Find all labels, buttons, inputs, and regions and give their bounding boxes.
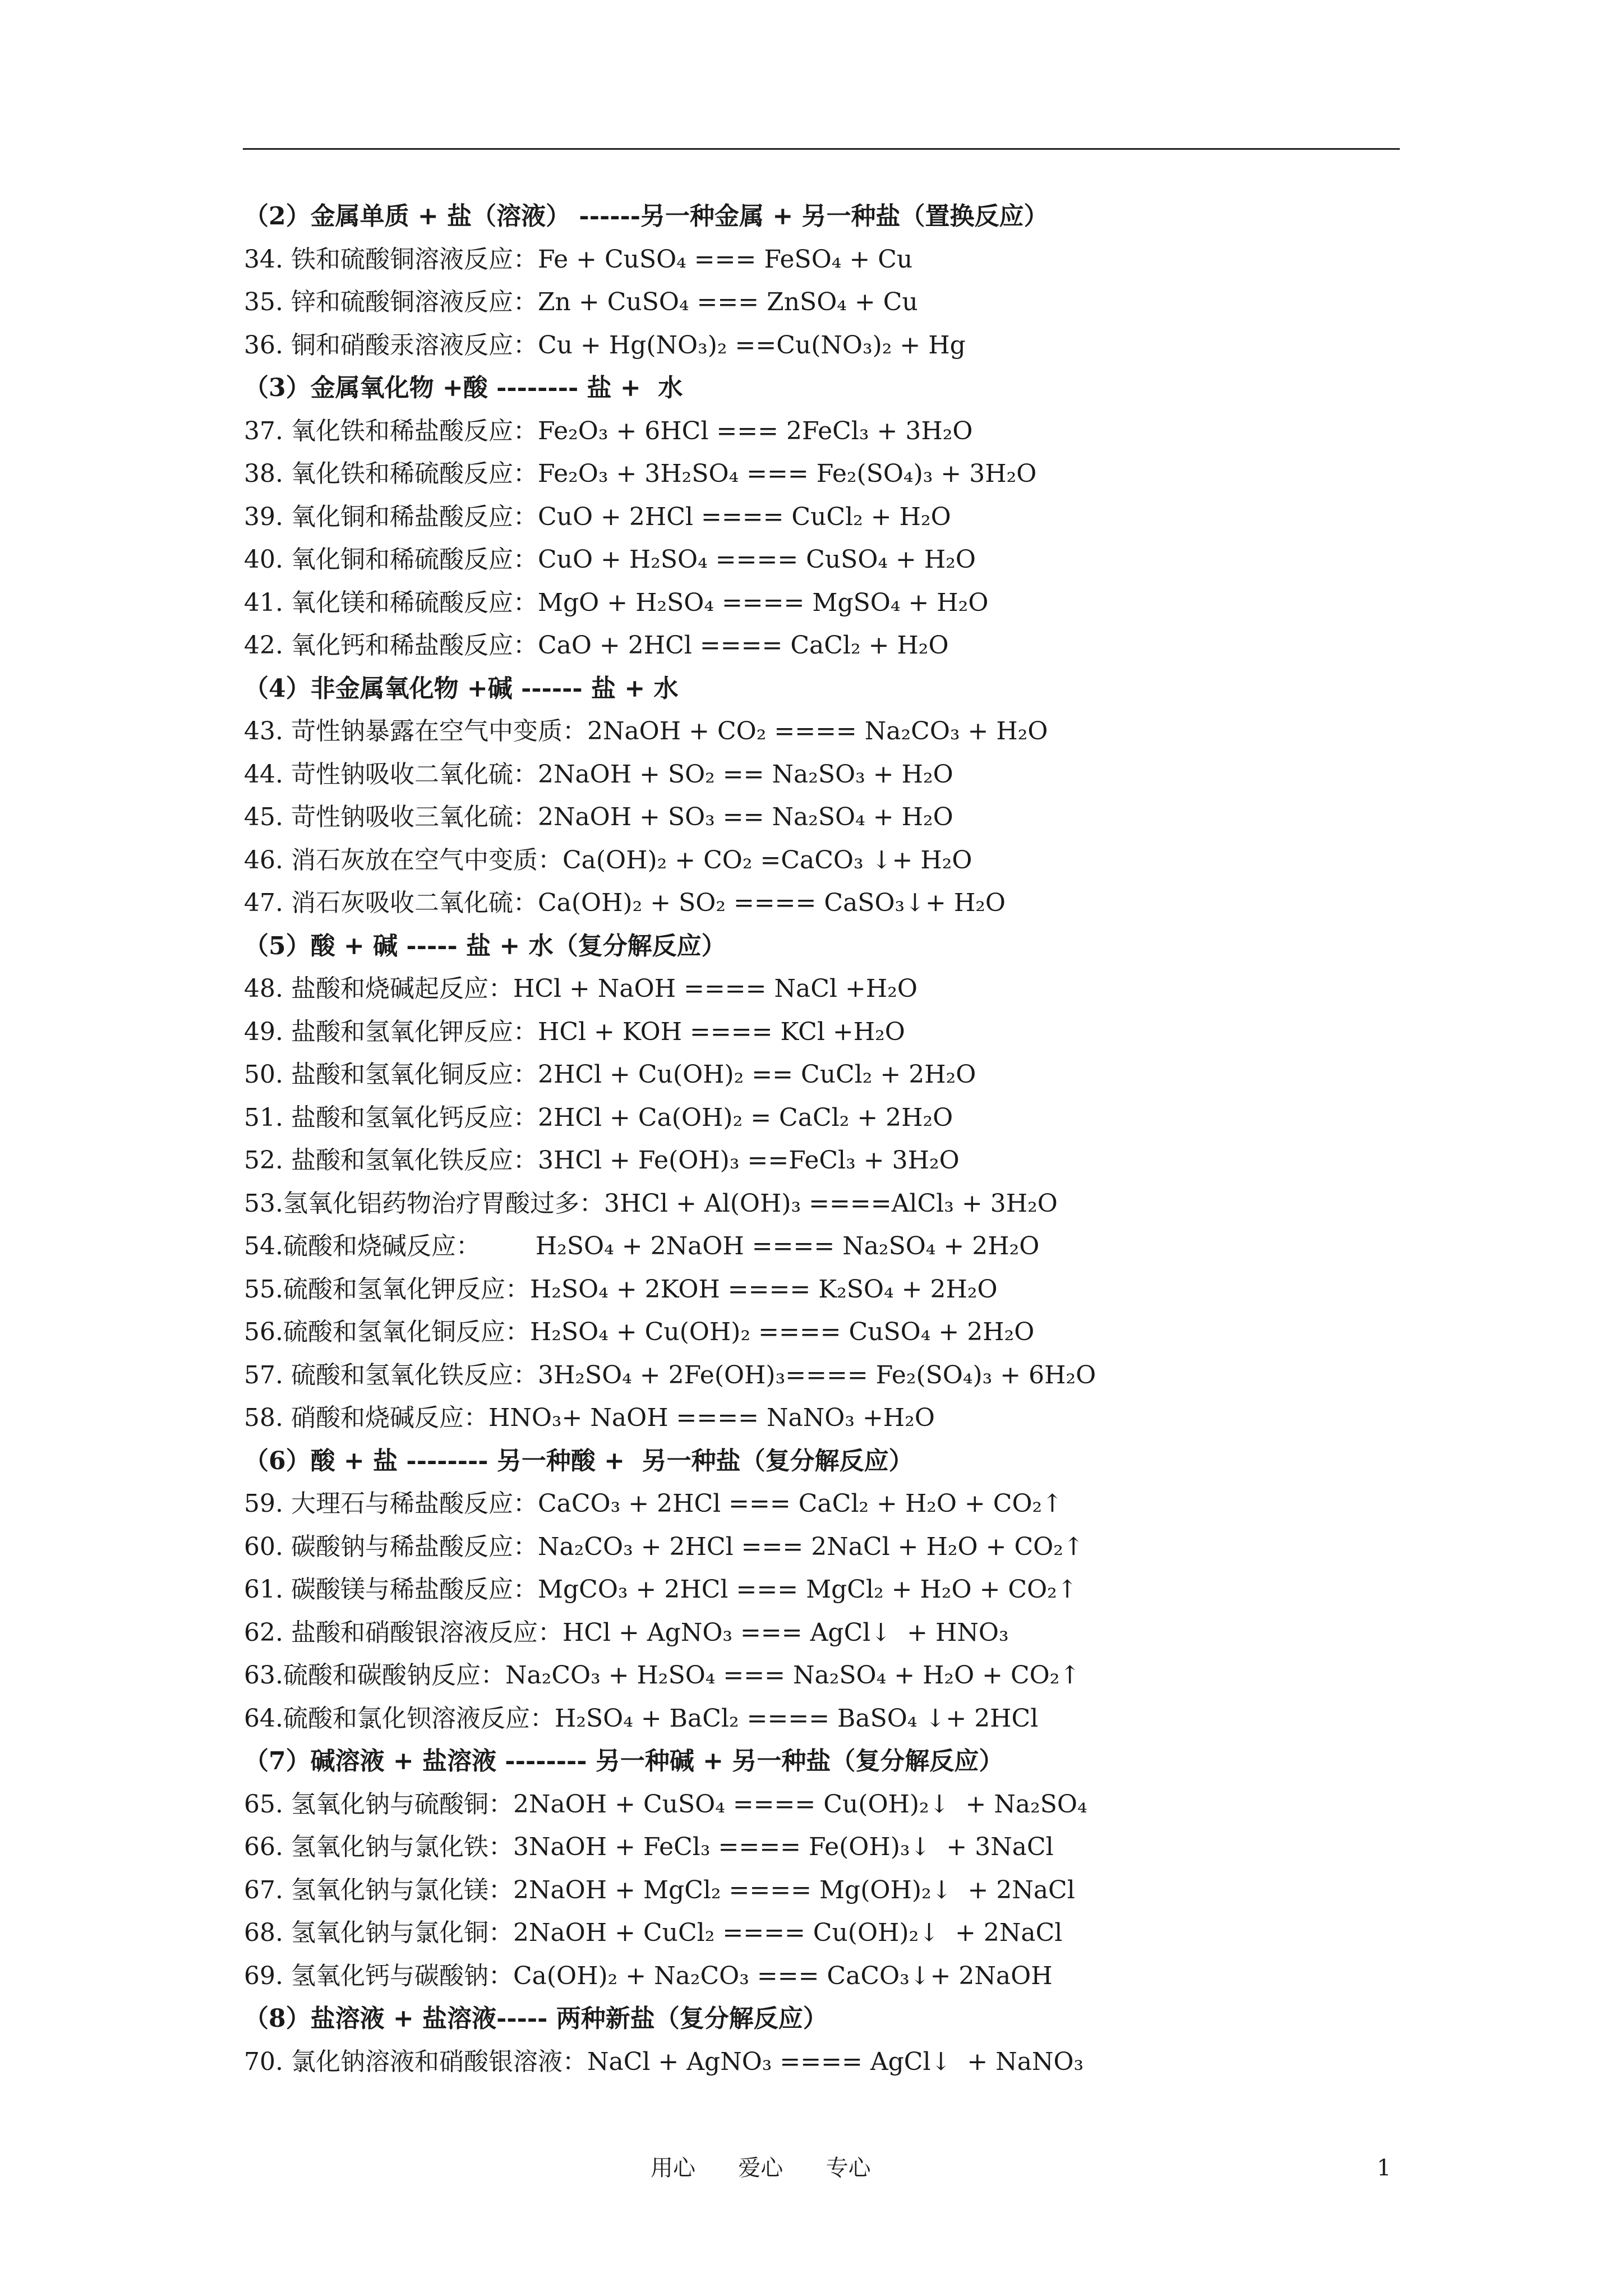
equation-line: 46. 消石灰放在空气中变质：Ca(OH)₂ + CO₂ =CaCO₃ ↓+ H₂O <box>244 845 972 875</box>
section-heading: （4）非金属氧化物 +碱 ------ 盐 + 水 <box>244 674 679 703</box>
equation-line: 62. 盐酸和硝酸银溶液反应：HCl + AgNO₃ === AgCl↓ + HNO₃ <box>244 1618 1009 1647</box>
equation-line: 40. 氧化铜和稀硫酸反应：CuO + H₂SO₄ ==== CuSO₄ + H₂O <box>244 545 976 574</box>
equation-line: 49. 盐酸和氢氧化钾反应：HCl + KOH ==== KCl +H₂O <box>244 1017 905 1046</box>
equation-line: 56.硫酸和氢氧化铜反应：H₂SO₄ + Cu(OH)₂ ==== CuSO₄ + 2H₂O <box>244 1318 1035 1346</box>
equation-line: 41. 氧化镁和稀硫酸反应：MgO + H₂SO₄ ==== MgSO₄ + H₂O <box>244 588 989 617</box>
equation-line: 53.氢氧化铝药物治疗胃酸过多：3HCl + Al(OH)₃ ====AlCl₃ + 3H₂O <box>244 1189 1058 1218</box>
equation-line: 68. 氢氧化钠与氯化铜：2NaOH + CuCl₂ ==== Cu(OH)₂↓ + 2NaCl <box>244 1918 1063 1947</box>
equation-line: 38. 氧化铁和稀硫酸反应：Fe₂O₃ + 3H₂SO₄ === Fe₂(SO₄)₃ + 3H₂O <box>244 459 1037 488</box>
equation-line: 39. 氧化铜和稀盐酸反应：CuO + 2HCl ==== CuCl₂ + H₂O <box>244 502 951 531</box>
footer-motto: 用心 爱心 专心 <box>651 2155 871 2181</box>
equation-line: 34. 铁和硫酸铜溶液反应：Fe + CuSO₄ === FeSO₄ + Cu <box>244 245 913 274</box>
equation-line: 50. 盐酸和氢氧化铜反应：2HCl + Cu(OH)₂ == CuCl₂ + 2H₂O <box>244 1060 976 1089</box>
equation-line: 70. 氯化钠溶液和硝酸银溶液：NaCl + AgNO₃ ==== AgCl↓ + NaNO₃ <box>244 2047 1084 2076</box>
equation-line: 54.硫酸和烧碱反应： H₂SO₄ + 2NaOH ==== Na₂SO₄ + 2H₂O <box>244 1232 1040 1260</box>
section-heading: （5）酸 + 碱 ----- 盐 + 水（复分解反应） <box>244 931 726 960</box>
equation-line: 67. 氢氧化钠与氯化镁：2NaOH + MgCl₂ ==== Mg(OH)₂↓ + 2NaCl <box>244 1875 1075 1904</box>
equation-line: 37. 氧化铁和稀盐酸反应：Fe₂O₃ + 6HCl === 2FeCl₃ + 3H₂O <box>244 416 973 445</box>
page-footer <box>0 2151 1623 2185</box>
page-number: 1 <box>1377 2155 1391 2181</box>
section-heading: （8）盐溶液 + 盐溶液----- 两种新盐（复分解反应） <box>244 2004 828 2033</box>
equation-line: 57. 硫酸和氢氧化铁反应：3H₂SO₄ + 2Fe(OH)₃==== Fe₂(SO₄)₃ + 6H₂O <box>244 1360 1096 1389</box>
equation-line: 47. 消石灰吸收二氧化硫：Ca(OH)₂ + SO₂ ==== CaSO₃↓+ H₂O <box>244 889 1006 917</box>
equation-line: 45. 苛性钠吸收三氧化硫：2NaOH + SO₃ == Na₂SO₄ + H₂O <box>244 803 953 831</box>
equation-line: 51. 盐酸和氢氧化钙反应：2HCl + Ca(OH)₂ = CaCl₂ + 2H₂O <box>244 1103 953 1132</box>
equation-line: 48. 盐酸和烧碱起反应：HCl + NaOH ==== NaCl +H₂O <box>244 974 917 1003</box>
equation-line: 43. 苛性钠暴露在空气中变质：2NaOH + CO₂ ==== Na₂CO₃ + H₂O <box>244 717 1048 746</box>
equation-line: 44. 苛性钠吸收二氧化硫：2NaOH + SO₂ == Na₂SO₃ + H₂O <box>244 760 953 789</box>
equation-line: 69. 氢氧化钙与碳酸钠：Ca(OH)₂ + Na₂CO₃ === CaCO₃↓+ 2NaOH <box>244 1961 1053 1990</box>
equation-line: 55.硫酸和氢氧化钾反应：H₂SO₄ + 2KOH ==== K₂SO₄ + 2H₂O <box>244 1274 998 1304</box>
equation-line: 66. 氢氧化钠与氯化铁：3NaOH + FeCl₃ ==== Fe(OH)₃↓ + 3NaCl <box>244 1833 1054 1861</box>
equation-line: 42. 氧化钙和稀盐酸反应：CaO + 2HCl ==== CaCl₂ + H₂O <box>244 631 949 660</box>
header-rule <box>243 148 1400 150</box>
section-heading: （2）金属单质 + 盐（溶液） ------另一种金属 + 另一种盐（置换反应） <box>244 202 1049 231</box>
equation-line: 60. 碳酸钠与稀盐酸反应：Na₂CO₃ + 2HCl === 2NaCl + H₂O + CO₂↑ <box>244 1532 1084 1561</box>
document-body <box>244 195 1399 2083</box>
equation-line: 64.硫酸和氯化钡溶液反应：H₂SO₄ + BaCl₂ ==== BaSO₄ ↓+ 2HCl <box>244 1704 1039 1733</box>
equation-line: 59. 大理石与稀盐酸反应：CaCO₃ + 2HCl === CaCl₂ + H₂O + CO₂↑ <box>244 1489 1063 1518</box>
equation-line: 61. 碳酸镁与稀盐酸反应：MgCO₃ + 2HCl === MgCl₂ + H₂O + CO₂↑ <box>244 1575 1078 1604</box>
equation-line: 35. 锌和硫酸铜溶液反应：Zn + CuSO₄ === ZnSO₄ + Cu <box>244 288 918 316</box>
section-heading: （7）碱溶液 + 盐溶液 -------- 另一种碱 + 另一种盐（复分解反应） <box>244 1747 1004 1775</box>
equation-line: 63.硫酸和碳酸钠反应：Na₂CO₃ + H₂SO₄ === Na₂SO₄ + H₂O + CO₂↑ <box>244 1661 1081 1690</box>
section-heading: （6）酸 + 盐 -------- 另一种酸 + 另一种盐（复分解反应） <box>244 1446 914 1475</box>
section-heading: （3）金属氧化物 +酸 -------- 盐 + 水 <box>244 374 683 402</box>
equation-line: 65. 氢氧化钠与硫酸铜：2NaOH + CuSO₄ ==== Cu(OH)₂↓ + Na₂SO₄ <box>244 1789 1087 1819</box>
equation-line: 58. 硝酸和烧碱反应：HNO₃+ NaOH ==== NaNO₃ +H₂O <box>244 1404 935 1432</box>
equation-line: 52. 盐酸和氢氧化铁反应：3HCl + Fe(OH)₃ ==FeCl₃ + 3H₂O <box>244 1146 960 1175</box>
equation-line: 36. 铜和硝酸汞溶液反应：Cu + Hg(NO₃)₂ ==Cu(NO₃)₂ + Hg <box>244 330 966 360</box>
